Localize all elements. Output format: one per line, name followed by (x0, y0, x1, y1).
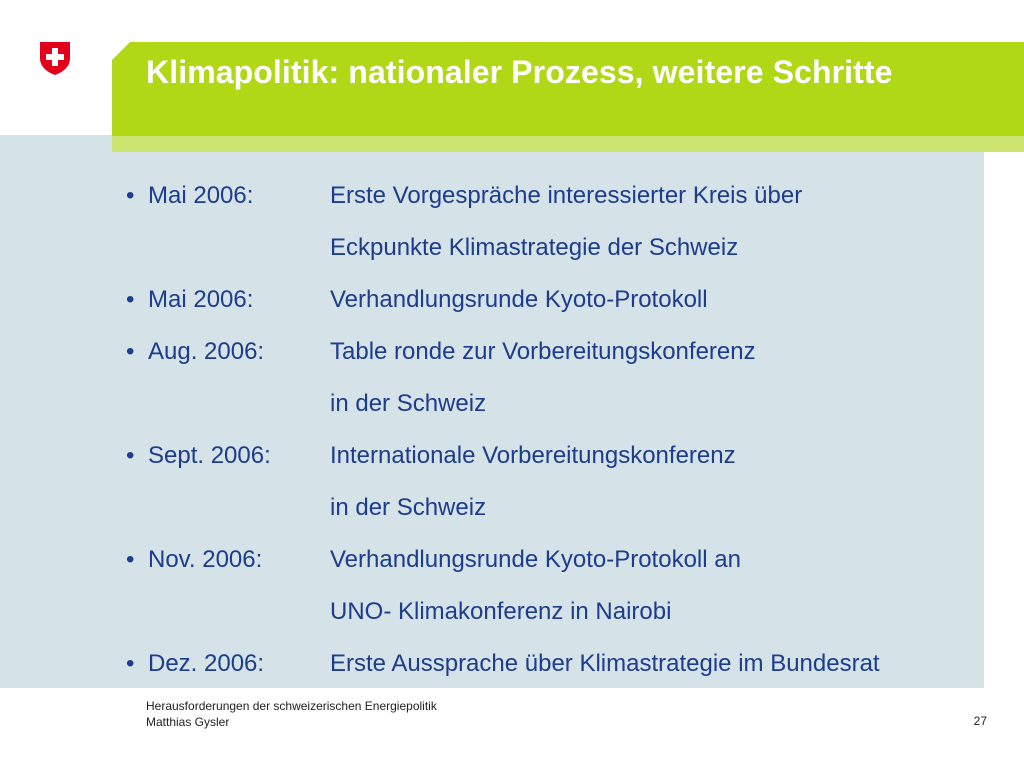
item-description (330, 638, 986, 690)
bullet-icon: • (126, 286, 135, 313)
item-line: Verhandlungsrunde Kyoto-Protokoll (330, 286, 708, 313)
item-date: Nov. 2006: (148, 546, 263, 573)
timeline-item (126, 638, 986, 690)
item-date: Sept. 2006: (148, 442, 271, 469)
item-date: Dez. 2006: (148, 650, 265, 677)
slide-title: Klimapolitik: nationaler Prozess, weitere Schritte (146, 54, 893, 90)
item-line: Erste Vorgespräche interessierter Kreis über (330, 182, 803, 209)
timeline-item (126, 274, 986, 326)
item-line: Table ronde zur Vorbereitungskonferenz (330, 338, 756, 365)
title-bar-strip (112, 136, 1024, 152)
bullet-icon: • (126, 546, 135, 573)
footer (146, 698, 437, 730)
timeline-item (126, 430, 986, 534)
item-date: Mai 2006: (148, 286, 254, 313)
item-description (330, 326, 986, 430)
item-line: Eckpunkte Klimastrategie der Schweiz (330, 234, 739, 261)
bullet-icon: • (126, 650, 135, 677)
footer-author: Matthias Gysler (146, 715, 230, 729)
item-description (330, 170, 986, 274)
item-description (330, 534, 986, 638)
item-line: Internationale Vorbereitungskonferenz (330, 442, 736, 469)
timeline-list (126, 170, 986, 690)
timeline-item (126, 170, 986, 274)
bullet-icon: • (126, 442, 135, 469)
item-description (330, 274, 986, 326)
bullet-icon: • (126, 182, 135, 209)
page-number: 27 (973, 714, 987, 728)
bullet-icon: • (126, 338, 135, 365)
item-line: Erste Aussprache über Klimastrategie im Bundesrat (330, 650, 880, 677)
timeline-item (126, 534, 986, 638)
swiss-cross-shield-icon (38, 40, 72, 76)
footer-presentation-title: Herausforderungen der schweizerischen Energiepolitik (146, 699, 437, 713)
item-description (330, 430, 986, 534)
item-line: Verhandlungsrunde Kyoto-Protokoll an (330, 546, 741, 573)
item-line: in der Schweiz (330, 494, 487, 521)
left-background-band (0, 135, 114, 688)
item-date: Mai 2006: (148, 182, 254, 209)
timeline-item (126, 326, 986, 430)
item-line: UNO- Klimakonferenz in Nairobi (330, 598, 672, 625)
item-line: in der Schweiz (330, 390, 487, 417)
item-date: Aug. 2006: (148, 338, 265, 365)
